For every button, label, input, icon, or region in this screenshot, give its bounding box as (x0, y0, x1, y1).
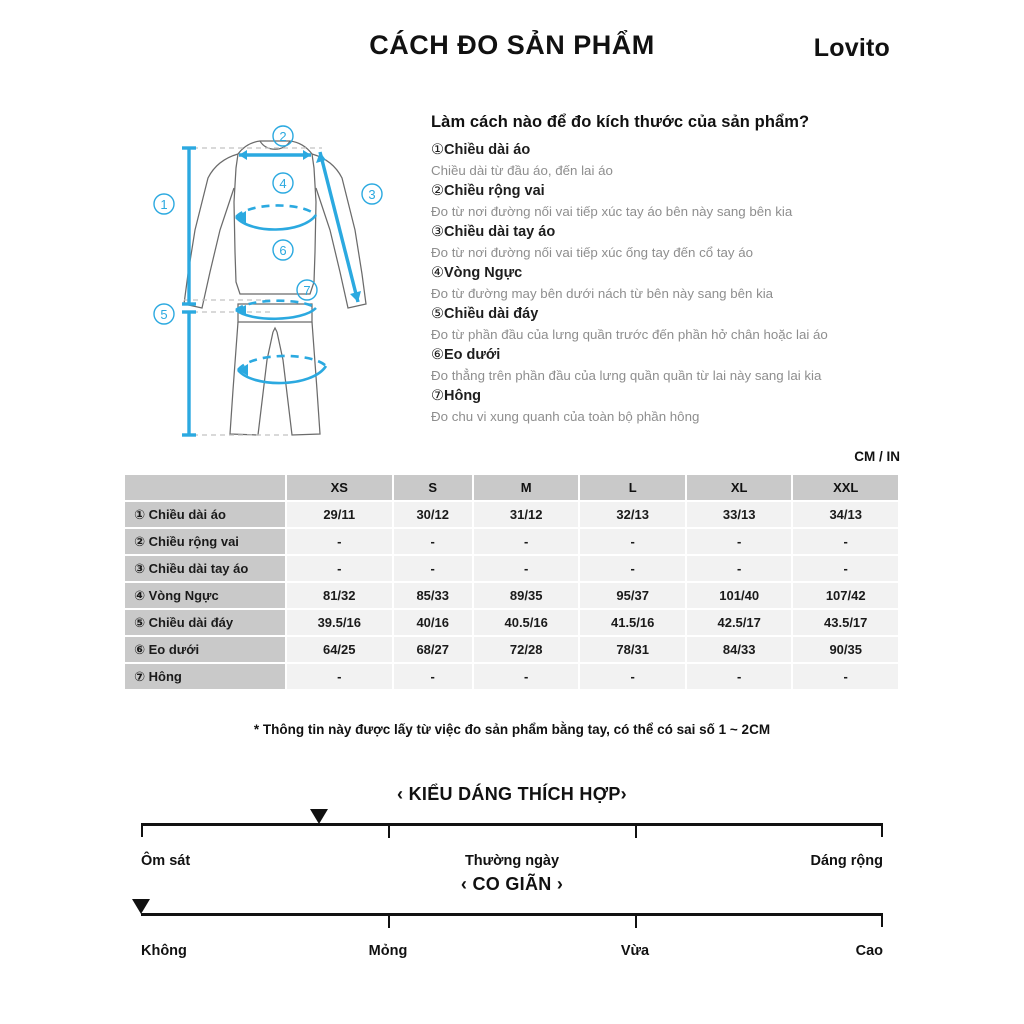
row-label-6: ⑥ Eo dưới (125, 637, 285, 662)
column-header-l: L (580, 475, 685, 500)
size-table-head (125, 475, 898, 500)
cell-r1-xs: 29/11 (287, 502, 392, 527)
diagram-callout-3 (362, 184, 382, 204)
garment-measurement-diagram (140, 122, 410, 457)
cell-r2-m: - (474, 529, 579, 554)
unit-label: CM / IN (854, 449, 900, 464)
cell-r3-xxl: - (793, 556, 898, 581)
instruction-desc-4: Đo từ đường may bên dưới nách từ bên này sang bên kia (431, 285, 774, 301)
cell-r5-m: 40.5/16 (474, 610, 579, 635)
measurement-disclaimer: * Thông tin này được lấy từ việc đo sản phẩm bằng tay, có thể có sai số 1 ~ 2CM (253, 722, 771, 737)
fit-scale-marker (310, 809, 328, 824)
diagram-callout-4 (273, 173, 293, 193)
stretch-tick-mid-1 (388, 916, 390, 928)
row-label-7: ⑦ Hông (125, 664, 285, 689)
size-table (123, 473, 900, 691)
fit-scale-section (0, 784, 1024, 875)
cell-r7-s: - (394, 664, 472, 689)
cell-r7-m: - (474, 664, 579, 689)
fit-tick-start (141, 823, 143, 837)
svg-text:4: 4 (279, 176, 287, 191)
svg-text:2: 2 (279, 129, 287, 144)
stretch-tick-end (881, 913, 883, 927)
instruction-desc-3: Đo từ nơi đường nối vai tiếp xúc ống tay đến cổ tay áo (431, 244, 754, 260)
fit-label-slim: Ôm sát (141, 853, 191, 869)
instructions-question: Làm cách nào để đo kích thước của sản phẩm? (431, 113, 810, 131)
instruction-label-5: Chiều dài đáy (444, 305, 539, 322)
instruction-number-6: ⑥ (431, 346, 444, 363)
table-row (125, 529, 898, 554)
cell-r5-xxl: 43.5/17 (793, 610, 898, 635)
stretch-scale-track (141, 895, 883, 943)
instruction-item-7 (431, 386, 901, 407)
fit-tick-mid-2 (635, 826, 637, 838)
instruction-item-2 (431, 181, 901, 202)
cell-r2-l: - (580, 529, 685, 554)
cell-r7-xs: - (287, 664, 392, 689)
cell-r5-xl: 42.5/17 (687, 610, 792, 635)
cell-r2-s: - (394, 529, 472, 554)
fit-scale-title: ‹ KIỂU DÁNG THÍCH HỢP› (397, 784, 627, 804)
cell-r4-s: 85/33 (394, 583, 472, 608)
cell-r3-s: - (394, 556, 472, 581)
cell-r5-s: 40/16 (394, 610, 472, 635)
table-row (125, 583, 898, 608)
cell-r1-xxl: 34/13 (793, 502, 898, 527)
cell-r2-xxl: - (793, 529, 898, 554)
svg-text:1: 1 (160, 197, 168, 212)
instruction-desc-6: Đo thẳng trên phần đầu của lưng quần quần từ lai này sang lai kia (431, 367, 822, 383)
svg-text:3: 3 (368, 187, 376, 202)
fit-scale-track (141, 805, 883, 853)
column-header-s: S (394, 475, 472, 500)
row-label-5: ⑤ Chiều dài đáy (125, 610, 285, 635)
instruction-label-1: Chiều dài áo (444, 142, 531, 158)
diagram-callout-6 (273, 240, 293, 260)
measurement-lines (182, 148, 358, 435)
instruction-label-4: Vòng Ngực (444, 264, 523, 281)
instruction-number-7: ⑦ (431, 387, 444, 404)
brand-logo: Lovito (813, 34, 890, 62)
cell-r7-xl: - (687, 664, 792, 689)
cell-r6-l: 78/31 (580, 637, 685, 662)
cell-r2-xl: - (687, 529, 792, 554)
cell-r6-xl: 84/33 (687, 637, 792, 662)
instruction-number-2: ② (431, 182, 444, 199)
cell-r6-xxl: 90/35 (793, 637, 898, 662)
stretch-scale-labels (141, 943, 883, 965)
cell-r6-xs: 64/25 (287, 637, 392, 662)
row-label-1: ① Chiều dài áo (125, 502, 285, 527)
diagram-callout-1 (154, 194, 174, 214)
cell-r1-xl: 33/13 (687, 502, 792, 527)
stretch-label-medium: Vừa (620, 943, 650, 959)
fit-scale-bar (141, 823, 883, 826)
instruction-number-3: ③ (431, 223, 444, 240)
cell-r4-xxl: 107/42 (793, 583, 898, 608)
cell-r1-s: 30/12 (394, 502, 472, 527)
size-table-body (125, 502, 898, 689)
instruction-number-1: ① (431, 142, 444, 158)
column-header-xs: XS (287, 475, 392, 500)
fit-tick-end (881, 823, 883, 837)
instruction-item-3 (431, 222, 901, 243)
garment-outline (184, 141, 366, 435)
row-label-3: ③ Chiều dài tay áo (125, 556, 285, 581)
measurement-instructions (431, 113, 901, 427)
instruction-desc-7: Đo chu vi xung quanh của toàn bộ phần hông (431, 408, 700, 424)
instruction-desc-1: Chiều dài từ đầu áo, đến lai áo (431, 163, 613, 179)
cell-r5-l: 41.5/16 (580, 610, 685, 635)
cell-r4-l: 95/37 (580, 583, 685, 608)
stretch-label-slight: Mỏng (368, 943, 408, 959)
stretch-scale-marker (132, 899, 150, 914)
svg-text:5: 5 (160, 307, 168, 322)
svg-text:6: 6 (279, 243, 287, 258)
instruction-number-4: ④ (431, 264, 444, 281)
cell-r3-m: - (474, 556, 579, 581)
cell-r1-l: 32/13 (580, 502, 685, 527)
instruction-number-5: ⑤ (431, 305, 444, 322)
cell-r7-xxl: - (793, 664, 898, 689)
table-header-row (125, 475, 898, 500)
svg-text:7: 7 (303, 283, 311, 298)
instruction-item-1 (431, 140, 901, 161)
column-header-xxl: XXL (793, 475, 898, 500)
instruction-label-6: Eo dưới (444, 346, 501, 363)
stretch-tick-mid-2 (635, 916, 637, 928)
instruction-item-5 (431, 304, 901, 325)
column-header-m: M (474, 475, 579, 500)
stretch-label-none: Không (141, 943, 187, 959)
cell-r7-l: - (580, 664, 685, 689)
cell-r3-l: - (580, 556, 685, 581)
instruction-desc-2: Đo từ nơi đường nối vai tiếp xúc tay áo bên này sang bên kia (431, 203, 793, 219)
stretch-scale-section (0, 874, 1024, 965)
diagram-callout-5 (154, 304, 174, 324)
stretch-scale-title: ‹ CO GIÃN › (460, 874, 564, 894)
fit-label-loose: Dáng rộng (810, 853, 883, 869)
table-row (125, 610, 898, 635)
fit-tick-mid-1 (388, 826, 390, 838)
instruction-label-2: Chiều rộng vai (444, 182, 545, 199)
cell-r1-m: 31/12 (474, 502, 579, 527)
cell-r6-m: 72/28 (474, 637, 579, 662)
table-row (125, 664, 898, 689)
table-row (125, 556, 898, 581)
page-title: CÁCH ĐO SẢN PHẨM (369, 30, 655, 60)
cell-r3-xs: - (287, 556, 392, 581)
stretch-label-high: Cao (855, 943, 883, 959)
cell-r6-s: 68/27 (394, 637, 472, 662)
cell-r4-xl: 101/40 (687, 583, 792, 608)
table-row (125, 637, 898, 662)
cell-r4-xs: 81/32 (287, 583, 392, 608)
cell-r4-m: 89/35 (474, 583, 579, 608)
stretch-scale-bar (141, 913, 883, 916)
diagram-callout-2 (273, 126, 293, 146)
row-label-4: ④ Vòng Ngực (125, 583, 285, 608)
row-label-2: ② Chiều rộng vai (125, 529, 285, 554)
table-corner-cell (125, 475, 285, 500)
instruction-desc-5: Đo từ phần đầu của lưng quần trước đến phần hở chân hoặc lai áo (431, 326, 828, 342)
instruction-label-7: Hông (444, 387, 482, 404)
garment-diagram-svg (140, 122, 410, 457)
instruction-label-3: Chiều dài tay áo (444, 223, 556, 240)
column-header-xl: XL (687, 475, 792, 500)
instruction-item-6 (431, 345, 901, 366)
table-row (125, 502, 898, 527)
measurement-arrowheads (236, 150, 361, 376)
diagram-callout-7 (297, 280, 317, 300)
cell-r2-xs: - (287, 529, 392, 554)
instruction-item-4 (431, 263, 901, 284)
fit-label-regular: Thường ngày (464, 853, 560, 869)
fit-scale-labels (141, 853, 883, 875)
cell-r5-xs: 39.5/16 (287, 610, 392, 635)
cell-r3-xl: - (687, 556, 792, 581)
